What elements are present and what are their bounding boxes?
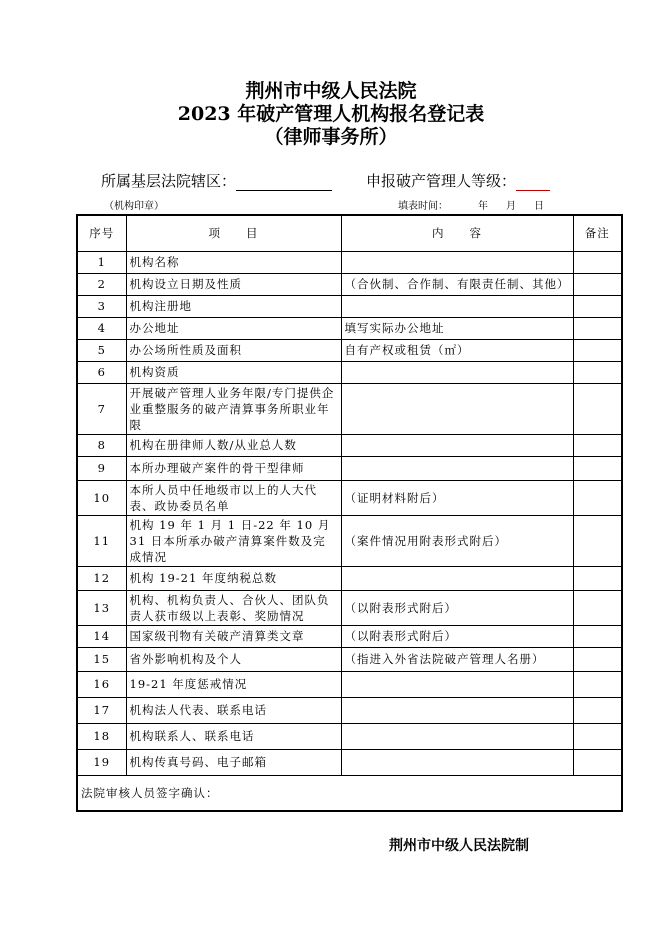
row-content[interactable]: 自有产权或租赁（㎡） [341,339,573,361]
header-remark: 备注 [573,215,622,251]
table-row [77,317,622,339]
row-remark[interactable] [573,697,622,723]
table-row [77,339,622,361]
table-row [77,671,622,697]
row-item: 机构资质 [126,361,341,383]
table-row [77,566,622,590]
row-number: 12 [77,566,126,590]
row-item: 机构传真号码、电子邮箱 [126,749,341,775]
level-field [366,170,550,191]
row-number: 6 [77,361,126,383]
row-remark[interactable] [573,295,622,317]
table-row [77,456,622,480]
document-title-line3: （律师事务所） [264,126,398,148]
table-row [77,749,622,775]
fill-date-month: 月 [506,201,516,212]
seal-note: （机构印章） [104,201,164,212]
row-remark[interactable] [573,456,622,480]
row-content[interactable]: （以附表形式附后） [341,625,573,647]
row-content[interactable]: （合伙制、合作制、有限责任制、其他） [341,273,573,295]
row-content[interactable] [341,361,573,383]
row-content[interactable] [341,251,573,273]
row-content[interactable]: （证明材料附后） [341,480,573,515]
table-row [77,647,622,671]
document-title-line1: 荆州市中级人民法院 [245,80,417,102]
table-row [77,480,622,515]
document-title-line2: 2023 年破产管理人机构报名登记表 [177,103,485,125]
row-number: 15 [77,647,126,671]
row-content[interactable]: 填写实际办公地址 [341,317,573,339]
row-number: 5 [77,339,126,361]
row-item: 国家级刊物有关破产清算类文章 [126,625,341,647]
row-number: 14 [77,625,126,647]
row-remark[interactable] [573,273,622,295]
row-item: 19-21 年度惩戒情况 [126,671,341,697]
row-remark[interactable] [573,647,622,671]
row-number: 16 [77,671,126,697]
table-row [77,590,622,625]
row-item: 办公场所性质及面积 [126,339,341,361]
row-number: 7 [77,383,126,434]
row-number: 2 [77,273,126,295]
row-content[interactable] [341,749,573,775]
level-blank[interactable] [516,174,550,191]
row-remark[interactable] [573,590,622,625]
row-item: 机构、机构负责人、合伙人、团队负责人获市级以上表彰、奖励情况 [126,590,341,625]
row-item: 机构 19-21 年度纳税总数 [126,566,341,590]
row-item: 开展破产管理人业务年限/专门提供企业重整服务的破产清算事务所职业年限 [126,383,341,434]
row-item: 机构设立日期及性质 [126,273,341,295]
row-content[interactable] [341,295,573,317]
row-content[interactable]: （案件情况用附表形式附后） [341,515,573,566]
row-number: 3 [77,295,126,317]
table-row [77,251,622,273]
row-remark[interactable] [573,251,622,273]
row-content[interactable] [341,434,573,456]
row-content[interactable]: （指进入外省法院破产管理人名册） [341,647,573,671]
row-content[interactable] [341,671,573,697]
row-item: 本所办理破产案件的骨干型律师 [126,456,341,480]
row-number: 13 [77,590,126,625]
row-content[interactable] [341,383,573,434]
fill-date-year: 年 [478,201,488,212]
row-item: 办公地址 [126,317,341,339]
row-number: 18 [77,723,126,749]
row-number: 11 [77,515,126,566]
row-remark[interactable] [573,723,622,749]
row-item: 机构在册律师人数/从业总人数 [126,434,341,456]
row-item: 机构联系人、联系电话 [126,723,341,749]
table-row [77,434,622,456]
row-number: 1 [77,251,126,273]
row-content[interactable] [341,697,573,723]
district-blank[interactable] [236,174,332,191]
row-number: 10 [77,480,126,515]
row-number: 8 [77,434,126,456]
row-remark[interactable] [573,317,622,339]
registration-table [76,214,623,812]
row-remark[interactable] [573,361,622,383]
row-content[interactable]: （以附表形式附后） [341,590,573,625]
row-item: 机构注册地 [126,295,341,317]
fill-date [398,197,544,212]
row-content[interactable] [341,723,573,749]
row-item: 机构法人代表、联系电话 [126,697,341,723]
table-row [77,273,622,295]
level-label: 申报破产管理人等级： [366,172,517,190]
fill-date-day: 日 [534,201,544,212]
row-remark[interactable] [573,383,622,434]
row-number: 9 [77,456,126,480]
row-number: 4 [77,317,126,339]
row-item: 省外影响机构及个人 [126,647,341,671]
row-item: 机构名称 [126,251,341,273]
row-remark[interactable] [573,625,622,647]
table-row [77,295,622,317]
footer-row [77,775,622,811]
header-index: 序号 [77,215,126,251]
table-row [77,515,622,566]
table-row [77,723,622,749]
row-remark[interactable] [573,434,622,456]
fill-date-label: 填表时间： [398,201,448,212]
row-remark[interactable] [573,480,622,515]
row-remark[interactable] [573,671,622,697]
table-row [77,625,622,647]
row-remark[interactable] [573,515,622,566]
table-row [77,697,622,723]
district-field [101,170,332,191]
table-row [77,361,622,383]
row-item: 机构 19 年 1 月 1 日-22 年 10 月 31 日本所承办破产清算案件数及完成情况 [126,515,341,566]
row-remark[interactable] [573,749,622,775]
table-row [77,383,622,434]
row-number: 17 [77,697,126,723]
district-label: 所属基层法院辖区： [101,172,237,190]
header-content: 内 容 [341,215,573,251]
signoff: 荆州市中级人民法院制 [389,838,529,854]
table-header-row [77,215,622,251]
row-number: 19 [77,749,126,775]
header-item: 项 目 [126,215,341,251]
row-remark[interactable] [573,566,622,590]
row-content[interactable] [341,566,573,590]
row-content[interactable] [341,456,573,480]
row-remark[interactable] [573,339,622,361]
row-item: 本所人员中任地级市以上的人大代表、政协委员名单 [126,480,341,515]
reviewer-signature[interactable]: 法院审核人员签字确认： [77,775,622,811]
